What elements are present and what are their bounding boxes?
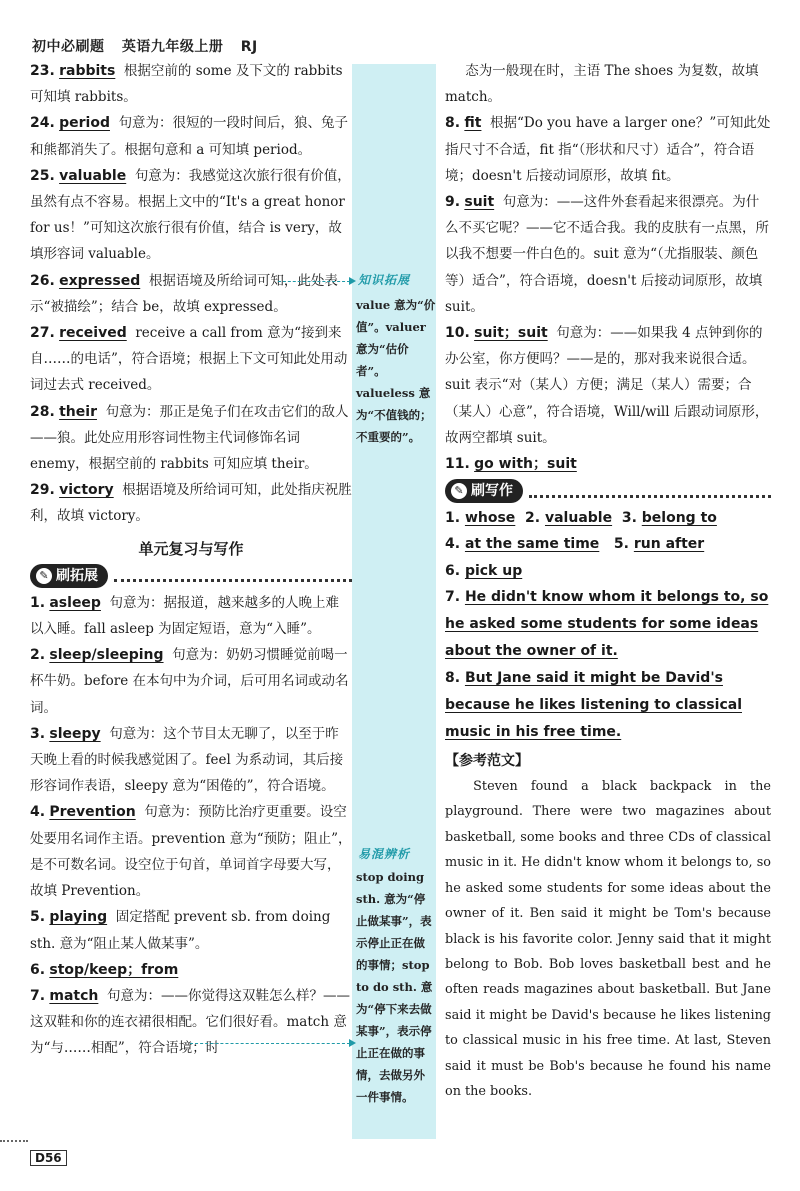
answer-item: 9. suit 句意为：——这件外套看起来很漂亮。为什么不买它呢？——它不适合我。我的皮肤有一点黑，所以我不想要一件白色的。suit 意为“（尤指服装、颜色等）适合”，符合语境，doesn't 后接动词原形，故填 suit。: [445, 194, 769, 315]
page-footer: [30, 1150, 67, 1166]
section-title: 单元复习与写作: [138, 539, 244, 558]
answer-item: 24. period 句意为：很短的一段时间后，狼、兔子和熊都消失了。根据句意和 a 可知填 period。: [30, 115, 349, 158]
answer-item: 25. valuable 句意为：我感觉这次旅行很有价值，虽然有点不容易。根据上文中的“It's a great honor for us！”可知这次旅行很有价值，结合 is very，故填形容词 valuable。: [30, 167, 351, 263]
reference-essay: Steven found a black backpack in the playground. There were two magazines about basketball, some books and three CDs of classical music in it. He didn't know whom it belongs to, so he asked some students for some ideas about the owner of it. Ben said it might be Tom's because black is his favorite color. Jenny said that it might belong to Bob. Bob loves basketball best and he often reads magazines about basketball. But Jane said it might be David's because he likes listening to classical music in his free time. At last, Steven said it must be Bob's because he found his name on the books.: [445, 779, 771, 1099]
answer-item: 28. their 句意为：那正是兔子们在攻击它们的敌人——狼。此处应用形容词性物主代词修饰名词 enemy，根据空前的 rabbits 可知应填 their。: [30, 403, 349, 473]
answer-item: 1. asleep 句意为：据报道，越来越多的人晚上难以入睡。fall asleep 为固定短语，意为“入睡”。: [30, 594, 340, 638]
page-number: D56: [30, 1150, 67, 1166]
note-confusion: stop doing sth. 意为“停止做某事”，表示停止正在做的事情；stop to do sth. 意为“停下来去做某事”，表示停止正在做的事情，去做另外一件事情。: [356, 870, 433, 1104]
answer-item: 11. go with；suit: [445, 456, 577, 473]
note-title-knowledge: 知识拓展: [358, 273, 411, 287]
answer-item: 5. playing 固定搭配 prevent sb. from doing sth. 意为“阻止某人做某事”。: [30, 909, 331, 952]
answer-item: 7. match 句意为：——你觉得这双鞋怎么样？——这双鞋和你的连衣裙很相配。它们很好看。match 意为“与……相配”，符合语境；时: [30, 987, 350, 1057]
page-header: [32, 36, 270, 56]
pen-icon: ✎: [36, 568, 52, 584]
edition-label: RJ: [240, 39, 258, 55]
write-sentence: 7. He didn't know whom it belongs to, so he asked some students for some ideas about the owner of it.: [445, 588, 769, 659]
write-tag: [445, 479, 771, 503]
answer-item: 23. rabbits 根据空前的 some 及下文的 rabbits 可知填 rabbits。: [30, 63, 343, 106]
answer-continuation: 态为一般现在时，主语 The shoes 为复数，故填 match。: [445, 63, 759, 106]
extend-tag-label: 刷拓展: [56, 567, 98, 584]
note-title-confusion: 易混辨析: [358, 847, 411, 861]
write-line: 4. at the same time 5. run after: [445, 536, 705, 553]
left-items: [30, 58, 352, 530]
write-line: 1. whose 2. valuable 3. belong to: [445, 510, 717, 527]
note-arrow: [190, 1043, 350, 1044]
answer-item: 8. fit 根据“Do you have a larger one？”可知此处指尺寸不合适，fit 指“（形状和尺寸）适合”，符合语境；doesn't 后接动词原形，故填 fit。: [445, 115, 771, 184]
write-tag-label: 刷写作: [471, 483, 513, 500]
answer-item: 2. sleep/sleeping 句意为：奶奶习惯睡觉前喝一杯牛奶。before 在本句中为介词，后可用名词或动名词。: [30, 647, 349, 716]
subject-title: 英语九年级上册: [121, 39, 224, 55]
answer-item: 3. sleepy 句意为：这个节目太无聊了，以至于昨天晚上看的时候我感觉困了。feel 为系动词，其后接形容词作表语，sleepy 意为“困倦的”，符合语境。: [30, 725, 344, 795]
right-column: [445, 58, 771, 1104]
extend-tag: [30, 564, 352, 588]
answer-item: 27. received receive a call from 意为“接到来自……的电话”，符合语境；根据上下文可知此处用动词过去式 received。: [30, 325, 348, 394]
answer-item: 10. suit；suit 句意为：——如果我 4 点钟到你的办公室，你方便吗？——是的，那对我来说很合适。suit 表示“对（某人）方便；满足（某人）需要；合（某人）心意”，符合语境，Will/will 后跟动词原形，故两空都填 suit。: [445, 325, 769, 446]
left-column: [30, 58, 352, 1062]
extend-items: [30, 590, 352, 1062]
note-arrow: [278, 281, 350, 282]
write-sentence: 8. But Jane said it might be David's because he likes listening to classical music in his free time.: [445, 669, 742, 740]
series-title: 初中必刷题: [32, 39, 105, 55]
write-line: 6. pick up: [445, 562, 523, 579]
pen-icon: ✎: [451, 483, 467, 499]
corner-decoration: [0, 1140, 28, 1146]
reference-title: 【参考范文】: [445, 752, 529, 769]
answer-item: 29. victory 根据语境及所给词可知，此处指庆祝胜利，故填 victory。: [30, 482, 352, 525]
answer-item: 4. Prevention 句意为：预防比治疗更重要。设空处要用名词作主语。prevention 意为“预防；阻止”，是不可数名词。设空位于句首，单词首字母要大写，故填 Prevention。: [30, 804, 352, 900]
answer-item: 6. stop/keep；from: [30, 961, 179, 978]
note-knowledge: value 意为“价值”。valuer 意为“估价者”。valueless 意为“不值钱的；不重要的”。: [356, 298, 436, 444]
answer-item: 26. expressed 根据语境及所给词可知，此处表示“被描绘”；结合 be，故填 expressed。: [30, 272, 338, 315]
